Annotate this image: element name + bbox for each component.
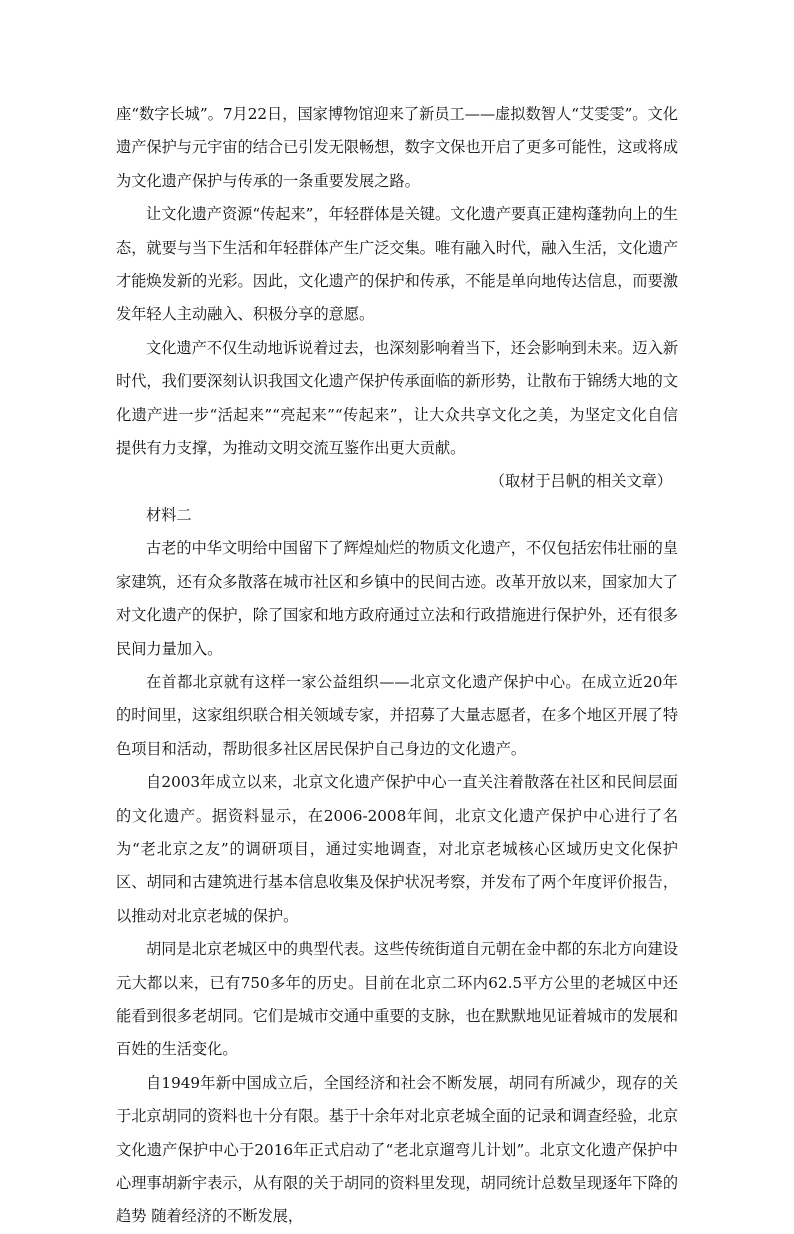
material-two-heading: 材料二 [146, 505, 192, 524]
source-note: （取材于吕帆的相关文章） [489, 472, 672, 491]
paragraph-since-2003: 自2003年成立以来，北京文化遗产保护中心一直关注着散落在社区和民间层面的文化遗产。据资料显示，在2006-2008年间，北京文化遗产保护中心进行了名为“老北京之友”的调研项目，通过实地调查，对北京老城核心区域历史文化保护区、胡同和古建筑进行基本信息收集及保护状况考察，并发布了两个年度评价报告，以推动对北京老城的保护。 [116, 773, 678, 925]
paragraph-hutong: 胡同是北京老城区中的典型代表。这些传统街道自元朝在金中都的东北方向建设元大都以来，已有750多年的历史。目前在北京二环内62.5平方公里的老城区中还能看到很多老胡同。它们是城市交通中重要的支脉，也在默默地见证着城市的发展和百姓的生活变化。 [116, 940, 678, 1059]
paragraph-new-era: 文化遗产不仅生动地诉说着过去，也深刻影响着当下，还会影响到未来。迈入新时代，我们要深刻认识我国文化遗产保护传承面临的新形势，让散布于锦绣大地的文化遗产进一步“活起来”“亮起来”“传起来”，让大众共享文化之美，为坚定文化自信提供有力支撑，为推动文明交流互鉴作出更大贡献。 [116, 338, 678, 458]
paragraph-beijing-center: 在首都北京就有这样一家公益组织——北京文化遗产保护中心。在成立近20年的时间里，这家组织联合相关领域专家，并招募了大量志愿者，在多个地区开展了特色项目和活动，帮助很多社区居民保护自己身边的文化遗产。 [116, 672, 678, 758]
paragraph-chinese-civilization: 古老的中华文明给中国留下了辉煌灿烂的物质文化遗产，不仅包括宏伟壮丽的皇家建筑，还有众多散落在城市社区和乡镇中的民间古迹。改革开放以来，国家加大了对文化遗产的保护，除了国家和地方政府通过立法和行政措施进行保护外，还有很多民间力量加入。 [116, 539, 678, 658]
paragraph-continuation: 座“数字长城”。7月22日，国家博物馆迎来了新员工——虚拟数智人“艾雯雯”。文化遗产保护与元宇宙的结合已引发无限畅想，数字文保也开启了更多可能性，这或将成为文化遗产保护与传承的一条重要发展之路。 [116, 105, 678, 190]
paragraph-since-1949: 自1949年新中国成立后，全国经济和社会不断发展，胡同有所减少，现存的关于北京胡同的资料也十分有限。基于十余年对北京老城全面的记录和调查经验，北京文化遗产保护中心于2016年正式启动了“老北京遛弯儿计划”。北京文化遗产保护中心理事胡新宇表示，从有限的关于胡同的资料里发现，胡同统计总数呈现逐年下降的趋势 随着经济的不断发展， [116, 1073, 678, 1226]
paragraph-young-groups: 让文化遗产资源“传起来”，年轻群体是关键。文化遗产要真正建构蓬勃向上的生态，就要与当下生活和年轻群体产生广泛交集。唯有融入时代，融入生活，文化遗产才能焕发新的光彩。因此，文化遗产的保护和传承，不能是单向地传达信息，而要激发年轻人主动融入、积极分享的意愿。 [116, 205, 678, 324]
